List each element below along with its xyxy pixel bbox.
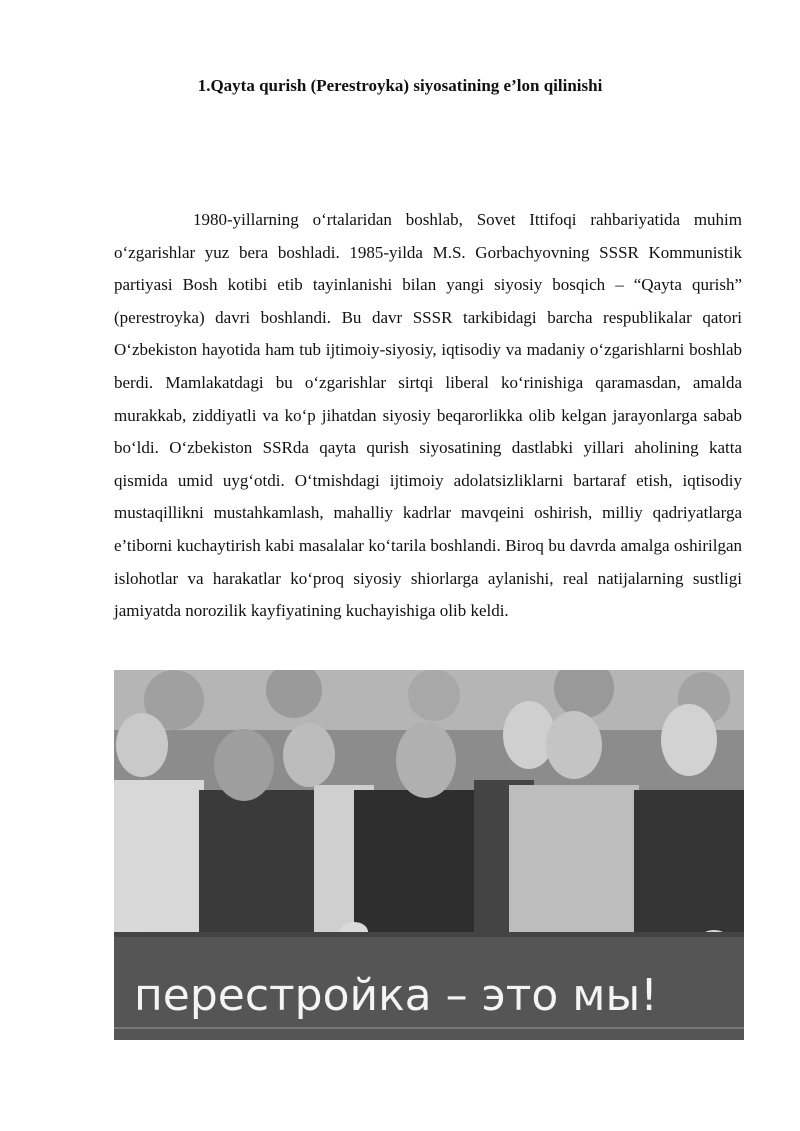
body-paragraph: 1980-yillarning o‘rtalaridan boshlab, Sovet Ittifoqi rahbariyatida muhim o‘zgarishlar yuz bera boshladi. 1985-yilda M.S. Gorbachyovning SSSR Kommunistik partiyasi Bosh kotibi etib tayinlanishi bilan yangi siyosiy bosqich – “Qayta qurish” (perestroyka) davri boshlandi. Bu davr SSSR tarkibidagi barcha respublikalar qatori O‘zbekiston hayotida ham tub ijtimoiy-siyosiy, iqtisodiy va madaniy o‘zgarishlarni boshlab berdi. Mamlakatdagi bu o‘zgarishlar sirtqi liberal ko‘rinishiga qaramasdan, amalda murakkab, ziddiyatli va ko‘p jihatdan siyosiy beqarorlikka olib kelgan jarayonlarga sabab bo‘ldi. O‘zbekiston SSRda qayta qurish siyosatining dastlabki yillari aholining katta qismida umid uyg‘otdi. O‘tmishdagi ijtimoiy adolatsizliklarni bartaraf etish, iqtisodiy mustaqillikni mustahkamlash, mahalliy kadrlar mavqeini oshirish, milliy qadriyatlarga e’tiborni kuchaytirish kabi masalalar ko‘tarila boshlandi. Biroq bu davrda amalga oshirilgan islohotlar va harakatlar ko‘proq siyosiy shiorlarga aylanishi, real natijalarning sustligi jamiyatda norozilik kayfiyatining kuchayishiga olib keldi. xyxy=(114,210,742,621)
crowd-photo xyxy=(114,670,744,1040)
placard-text: перестройка – это мы! xyxy=(134,970,658,1021)
page-title: 1.Qayta qurish (Perestroyka) siyosatining e’lon qilinishi xyxy=(197,76,603,95)
